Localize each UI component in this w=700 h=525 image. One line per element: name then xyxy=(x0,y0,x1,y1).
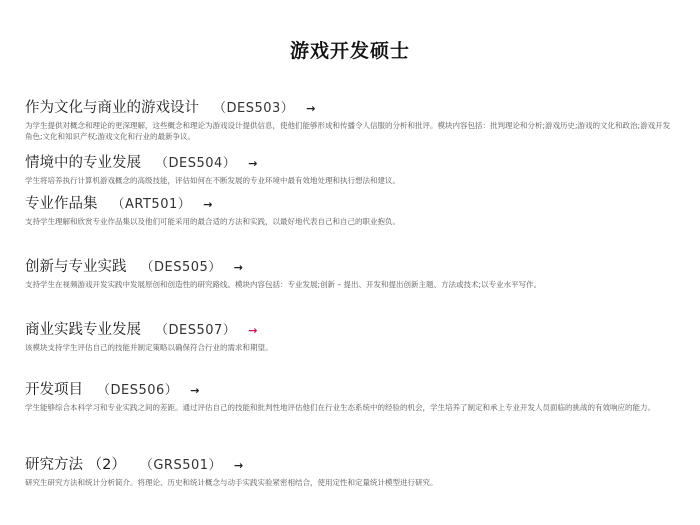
course-title: 情境中的专业发展 xyxy=(25,155,141,171)
course-code: （DES506） xyxy=(97,383,179,398)
arrow-right-icon[interactable]: → xyxy=(233,261,244,274)
arrow-right-icon[interactable]: → xyxy=(234,459,244,472)
course-link-des506[interactable] xyxy=(25,378,673,399)
course-title: 商业实践专业发展 xyxy=(25,322,141,338)
course-link-art501[interactable] xyxy=(25,192,673,213)
arrow-right-icon[interactable]: → xyxy=(248,324,258,337)
course-item-des507 xyxy=(25,318,673,353)
course-link-des504[interactable] xyxy=(25,151,673,172)
course-title: 研究方法 （2） xyxy=(25,457,126,473)
course-item-des504 xyxy=(25,151,673,186)
course-description: 为学生提供对概念和理论的更深理解，这些概念和理论为游戏设计提供信息，使他们能够形成和传播令人信服的分析和批评。模块内容包括：批判理论和分析;游戏历史;游戏的文化和政治;游戏开发角色;文化和知识产权;游戏文化和行业的最新争议。 xyxy=(25,121,671,141)
course-description: 学生能够综合本科学习和专业实践之间的差距。通过评估自己的技能和批判性地评估他们在行业生态系统中的经验的机会，学生培养了制定和承上专业开发人员面临的挑战的有效响应的能力。 xyxy=(25,403,655,412)
course-item-des503 xyxy=(25,96,673,142)
course-description: 学生将培养执行计算机游戏概念的高级技能，评估如何在不断发展的专业环境中最有效地处理和执行想法和建议。 xyxy=(25,176,400,185)
page-title: 游戏开发硕士 xyxy=(289,40,410,62)
course-description: 该模块支持学生评估自己的技能并制定策略以确保符合行业的需求和期望。 xyxy=(25,343,273,352)
course-description: 支持学生理解和欣赏专业作品集以及他们可能采用的最合适的方法和实践，以最好地代表自己和自己的职业抱负。 xyxy=(25,217,400,226)
course-title: 开发项目 xyxy=(25,382,83,398)
course-description: 研究生研究方法和统计分析简介。将理论、历史和统计概念与动手实践实验紧密相结合，使用定性和定量统计模型进行研究。 xyxy=(25,478,438,487)
arrow-right-icon[interactable]: → xyxy=(203,198,213,211)
arrow-right-icon[interactable]: → xyxy=(306,102,316,115)
course-title: 专业作品集 xyxy=(25,196,98,212)
course-link-des507[interactable] xyxy=(25,318,673,339)
course-item-grs501 xyxy=(25,453,673,488)
course-link-des505[interactable] xyxy=(25,255,673,276)
course-code: （DES507） xyxy=(155,323,237,338)
course-item-des505 xyxy=(25,255,673,290)
course-description: 支持学生在视频游戏开发实践中发展原创和创造性的研究路线。模块内容包括：专业发展;创新 – 提出、开发和提出创新主题、方法或技术;以专业水平写作。 xyxy=(25,280,542,289)
course-code: （DES503） xyxy=(213,101,295,116)
course-item-des506 xyxy=(25,378,673,413)
course-code: （DES505） xyxy=(140,260,222,275)
course-link-grs501[interactable] xyxy=(25,453,673,474)
course-link-des503[interactable] xyxy=(25,96,673,117)
arrow-right-icon[interactable]: → xyxy=(248,157,258,170)
course-title: 创新与专业实践 xyxy=(25,259,127,275)
course-item-art501 xyxy=(25,192,673,227)
course-title: 作为文化与商业的游戏设计 xyxy=(25,100,199,116)
course-code: （DES504） xyxy=(155,156,237,171)
arrow-right-icon[interactable]: → xyxy=(190,384,200,397)
course-code: （GRS501） xyxy=(139,458,223,473)
course-code: （ART501） xyxy=(111,197,192,212)
